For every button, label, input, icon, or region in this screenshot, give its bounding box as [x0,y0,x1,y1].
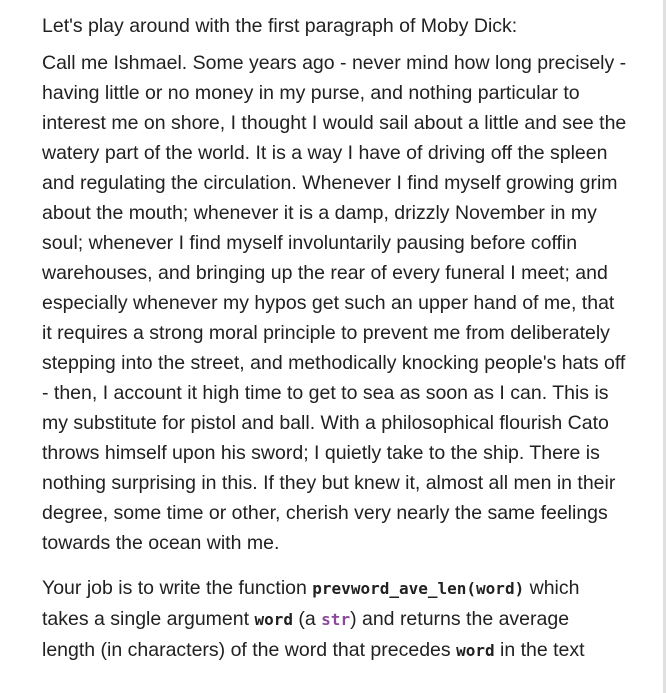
cell-content [42,12,627,666]
argument-code-2: word [456,641,495,660]
task-text-5: in the text [494,639,585,661]
argument-code: word [254,610,293,629]
function-signature-code: prevword_ave_len(word) [312,579,525,598]
task-text-1: Your job is to write the function [42,577,313,599]
task-text-2: which takes a single argument [42,577,580,630]
type-code: str [321,610,351,629]
task-text-4: ) and returns the average length (in characters) of the word that precedes [42,608,570,661]
task-text-3: (a [292,608,322,630]
moby-dick-passage: Call me Ishmael. Some years ago - never mind how long precisely - having little or no money in my purse, and nothing particular to interest me on shore, I thought I would sail about a little and see the watery part of the world. It is a way I have of driving off the spleen and regulating the circulation. Whenever I find myself growing grim about the mouth; whenever it is a damp, drizzly November in my soul; whenever I find myself involuntarily pausing before coffin warehouses, and bringing up the rear of every funeral I meet; and especially whenever my hypos get such an upper hand of me, that it requires a strong moral principle to prevent me from deliberately stepping into the street, and methodically knocking people's hats off - then, I account it high time to get to sea as soon as I can. This is my substitute for pistol and ball. With a philosophical flourish Cato throws himself upon his sword; I quietly take to the ship. There is nothing surprising in this. If they but knew it, almost all men in their degree, some time or other, cherish very nearly the same feelings towards the ocean with me. [42,52,627,554]
task-description [42,573,627,666]
intro-text: Let's play around with the first paragraph of Moby Dick: [42,15,518,37]
